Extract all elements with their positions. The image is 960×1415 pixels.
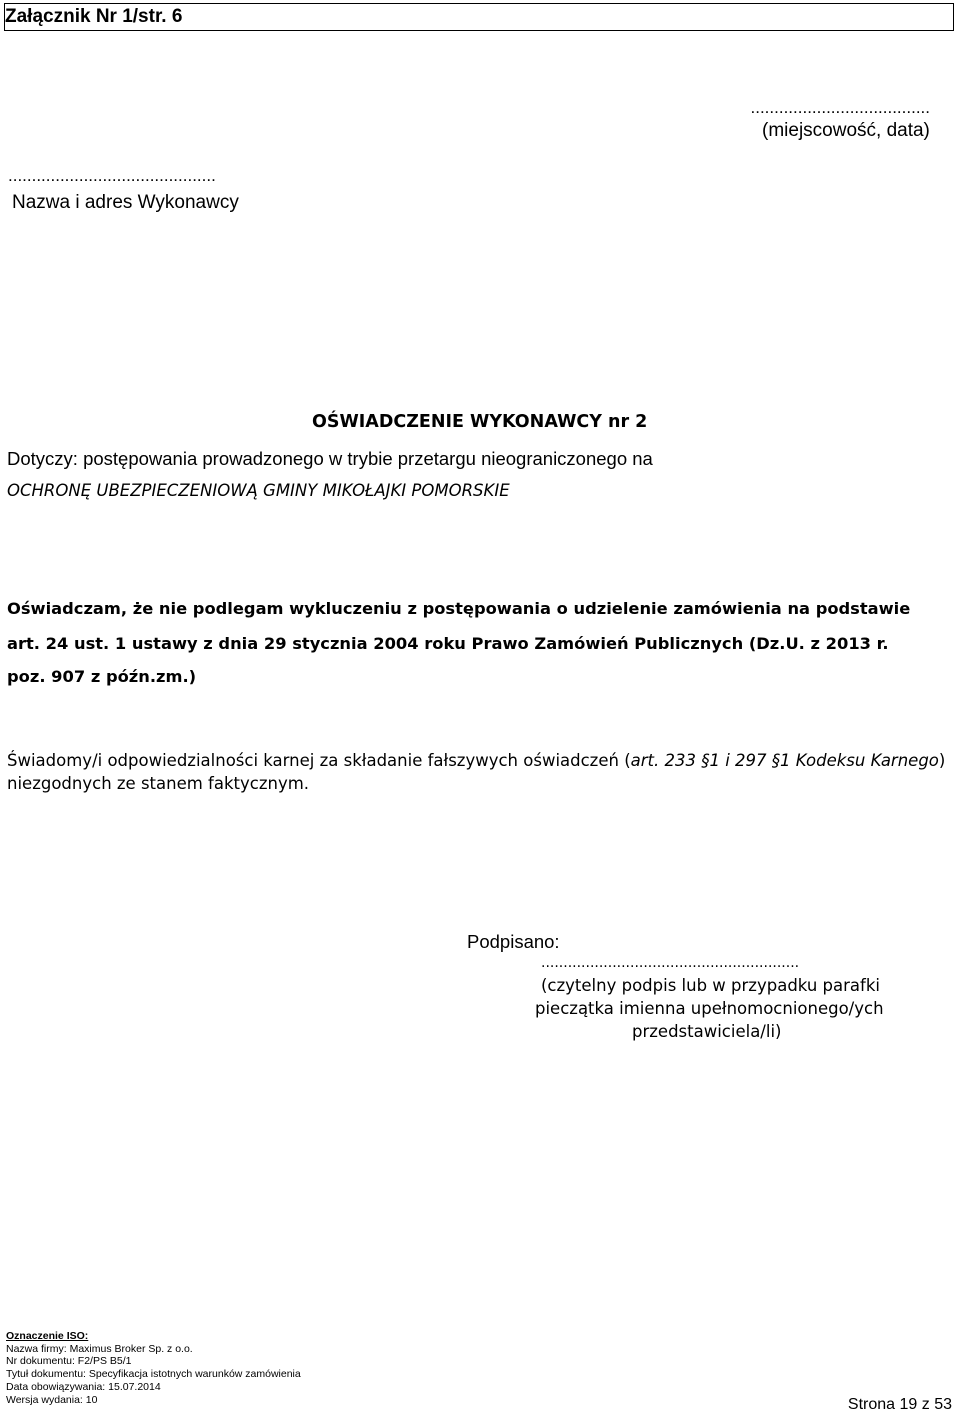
iso-version: Wersja wydania: 10 [6,1393,98,1406]
awareness-text: Świadomy/i odpowiedzialności karnej za składanie fałszywych oświadczeń ( [7,751,631,770]
signature-dots: .......................................................... [541,955,800,971]
iso-doc-title: Tytuł dokumentu: Specyfikacja istotnych warunków zamówienia [6,1368,301,1381]
contractor-dots: ............................................ [8,166,216,185]
iso-company: Nazwa firmy: Maximus Broker Sp. z o.o. [6,1342,193,1355]
awareness-line-2: niezgodnych ze stanem faktycznym. [7,774,310,793]
concerns-line: Dotyczy: postępowania prowadzonego w trybie przetargu nieograniczonego na [7,448,653,469]
attachment-title: Załącznik Nr 1/str. 6 [5,6,183,27]
iso-doc-number: Nr dokumentu: F2/PS B5/1 [6,1355,132,1368]
awareness-close: ) [938,751,946,770]
place-date-label: (miejscowość, data) [762,120,930,141]
iso-block [6,1330,301,1406]
statement-line-2: art. 24 ust. 1 ustawy z dnia 29 stycznia 2004 roku Prawo Zamówień Publicznych (Dz.U. z 2013 r. [7,634,889,653]
iso-heading: Oznaczenie ISO: [6,1330,89,1342]
procurement-subject: OCHRONĘ UBEZPIECZENIOWĄ GMINY MIKOŁAJKI POMORSKIE [7,481,510,500]
signature-note-line-1: (czytelny podpis lub w przypadku parafki [541,976,880,995]
place-date-dots: ...................................... [750,98,930,117]
awareness-line-1 [7,751,945,770]
statement-line-3: poz. 907 z późn.zm.) [7,667,197,686]
page-number: Strona 19 z 53 [847,1396,952,1413]
penal-code-reference: art. 233 §1 i 297 §1 Kodeksu Karnego [630,751,939,770]
header-box [4,3,954,31]
signature-note-line-3: przedstawiciela/li) [632,1022,782,1041]
signature-note-line-2: pieczątka imienna upełnomocnionego/ych [535,999,884,1018]
declaration-title: OŚWIADCZENIE WYKONAWCY nr 2 [312,412,648,432]
statement-line-1: Oświadczam, że nie podlegam wykluczeniu z postępowania o udzielenie zamówienia na podstawie [7,599,911,618]
signature-label: Podpisano: [467,931,560,952]
iso-valid-date: Data obowiązywania: 15.07.2014 [6,1380,161,1393]
contractor-label: Nazwa i adres Wykonawcy [12,192,239,213]
